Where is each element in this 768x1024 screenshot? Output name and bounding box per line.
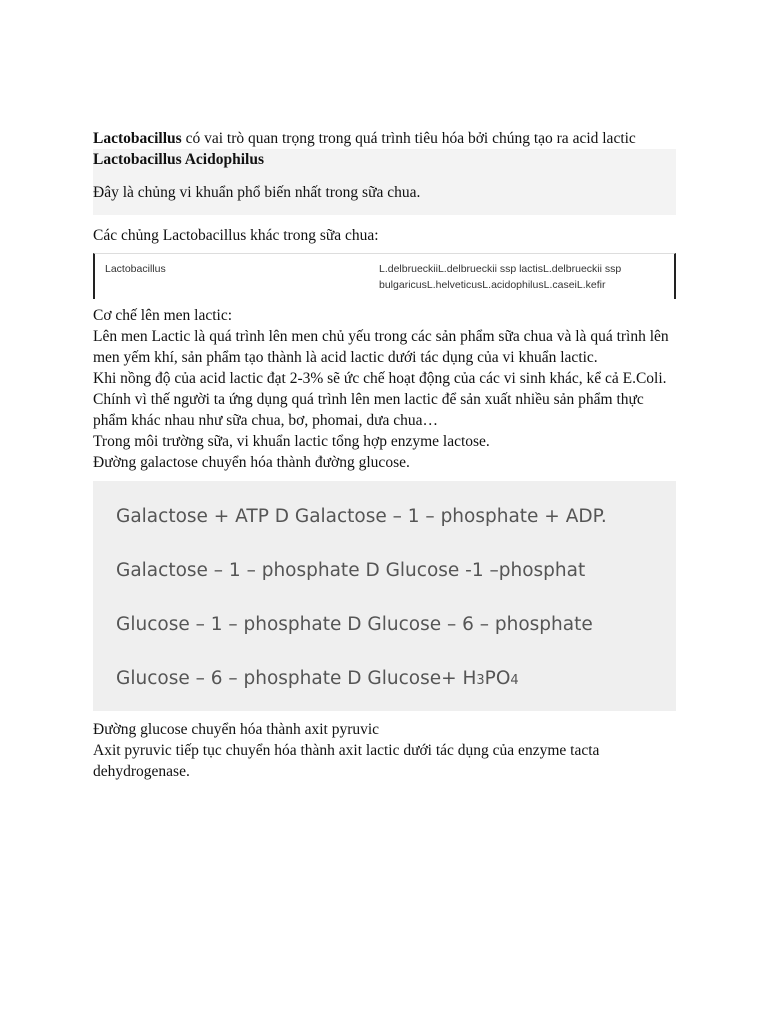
equation-text: Glucose – 6 – phosphate D Glucose+ H	[116, 668, 477, 689]
equation-line	[116, 668, 519, 689]
acidophilus-heading: Lactobacillus Acidophilus	[93, 151, 264, 168]
mechanism-line: Lên men Lactic là quá trình lên men chủ yếu trong các sản phẩm sữa chua và là quá trình lên men yếm khí, sản phẩm tạo thành là acid lactic dưới tác dụng của vi khuẩn lactic.	[93, 328, 669, 366]
equation-subscript: 3	[476, 673, 485, 688]
strain-table-species-cell: L.delbrueckiiL.delbrueckii ssp lactisL.delbrueckii ssp bulgaricusL.helveticusL.acidophilusL.caseiL.kefir	[379, 263, 622, 291]
equation-text: PO	[484, 668, 511, 689]
intro-text: có vai trò quan trọng trong quá trình tiêu hóa bởi chúng tạo ra acid lactic	[181, 130, 636, 147]
equation-line: Galactose – 1 – phosphate D Glucose -1 –phosphat	[116, 560, 586, 581]
pyruvic-section	[93, 719, 676, 782]
mechanism-line: Đường galactose chuyển hóa thành đường glucose.	[93, 454, 410, 471]
document-page	[93, 128, 676, 782]
equation-box	[93, 481, 676, 711]
mechanism-title: Cơ chế lên men lactic:	[93, 307, 233, 324]
mechanism-section	[93, 305, 676, 473]
strain-table-genus-cell: Lactobacillus	[105, 263, 166, 275]
acidophilus-section	[93, 149, 676, 215]
acidophilus-description: Đây là chủng vi khuẩn phổ biến nhất trong sữa chua.	[93, 184, 421, 201]
pyruvic-line: Đường glucose chuyển hóa thành axit pyruvic	[93, 721, 380, 738]
strain-table	[93, 253, 676, 299]
equation-line: Glucose – 1 – phosphate D Glucose – 6 – phosphate	[116, 614, 593, 635]
equation-line: Galactose + ATP D Galactose – 1 – phosphate + ADP.	[116, 506, 607, 527]
mechanism-line: Trong môi trường sữa, vi khuẩn lactic tổng hợp enzyme lactose.	[93, 433, 490, 450]
other-strains-label: Các chủng Lactobacillus khác trong sữa chua:	[93, 227, 379, 244]
mechanism-line: Khi nồng độ của acid lactic đạt 2-3% sẽ ức chế hoạt động của các vi sinh khác, kể cả E.Coli. Chính vì thế người ta ứng dụng quá trình lên men lactic để sản xuất nhiều sản phẩm thực phẩm khác nhau như sữa chua, bơ, phomai, dưa chua…	[93, 370, 667, 429]
pyruvic-line: Axit pyruvic tiếp tục chuyển hóa thành axit lactic dưới tác dụng của enzyme tacta dehydrogenase.	[93, 742, 600, 780]
equation-subscript: 4	[510, 673, 519, 688]
intro-paragraph	[93, 128, 676, 149]
intro-bold-term: Lactobacillus	[93, 130, 182, 147]
